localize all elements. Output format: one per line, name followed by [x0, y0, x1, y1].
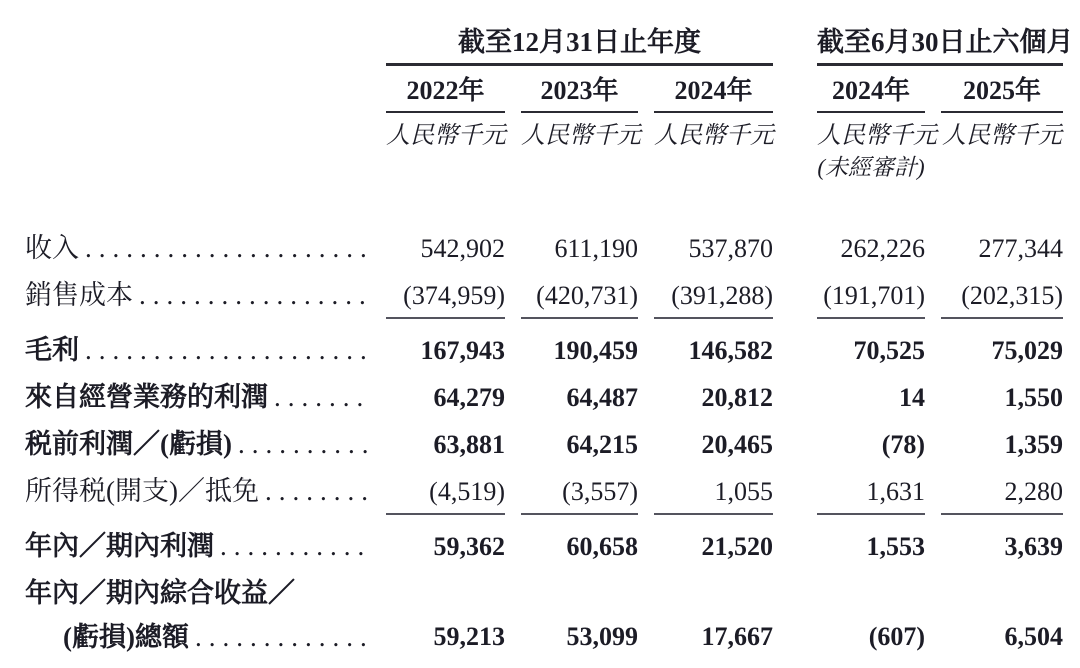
value-cell: 1,055: [638, 468, 773, 523]
value-cell: 64,215: [566, 430, 638, 459]
unit-header-row: [25, 113, 1063, 151]
group-header-interim-label: 截至6月30日止六個月: [817, 26, 1063, 66]
value-cell: 3,639: [1004, 532, 1064, 561]
unaudited-note: (未經審計): [817, 155, 925, 180]
spacer-cell: [25, 66, 370, 113]
financial-summary-table: [25, 26, 1074, 660]
spacer-cell: [773, 187, 801, 272]
value-cell: 64,487: [566, 383, 638, 412]
group-header-annual: [370, 26, 773, 66]
table-row-operating-profit: [25, 374, 1063, 421]
spacer-cell: [773, 66, 801, 113]
row-label: 所得税(開支)／抵免 .....: [25, 468, 370, 523]
row-label: 收入 .....: [25, 187, 370, 272]
value-cell: 14: [899, 383, 926, 412]
column-header-2024-interim: 2024年: [801, 66, 925, 113]
value-cell: 63,881: [433, 430, 505, 459]
dot-leader: [232, 429, 370, 459]
table-row-profit-before-tax: [25, 421, 1063, 468]
value-cell: 75,029: [991, 336, 1064, 365]
value-cell: 21,520: [701, 532, 774, 561]
spacer-cell: [773, 272, 801, 327]
dot-leader: [214, 531, 370, 561]
row-label: 年內／期內利潤 .....: [25, 523, 370, 570]
value-cell: 542,902: [420, 234, 505, 263]
value-cell: 1,631: [801, 468, 925, 523]
unit-label: 人民幣千元: [654, 123, 774, 149]
spacer-cell: [773, 26, 801, 66]
spacer-cell: [773, 523, 801, 570]
spacer-cell: [773, 151, 801, 187]
spacer-cell: [773, 468, 801, 523]
table-row-cost-of-sales: [25, 272, 1063, 327]
unit-label: 人民幣千元: [942, 123, 1063, 149]
spacer-cell: [773, 113, 801, 151]
note-header-row: [25, 151, 1063, 187]
value-cell: 59,213: [433, 622, 505, 651]
dot-leader: [79, 335, 370, 365]
column-header-2025-interim: 2025年: [925, 66, 1063, 113]
spacer-cell: [25, 113, 370, 151]
value-cell: 59,362: [433, 532, 505, 561]
value-cell: 277,344: [978, 234, 1064, 263]
row-label: 税前利潤／(虧損) .....: [25, 421, 370, 468]
group-header-interim: [801, 26, 1074, 66]
unit-label: 人民幣千元: [817, 123, 938, 149]
table-row-total-comprehensive-income: [25, 570, 1063, 660]
dot-leader: [189, 622, 370, 652]
value-cell: (391,288): [638, 272, 773, 327]
value-cell: 53,099: [566, 622, 638, 651]
dot-leader: [79, 233, 370, 263]
value-cell: 60,658: [566, 532, 638, 561]
value-cell: 537,870: [688, 234, 774, 263]
value-cell: (4,519): [370, 468, 505, 523]
value-cell: (420,731): [505, 272, 638, 327]
table-row-revenue: [25, 187, 1063, 272]
row-label: 來自經營業務的利潤 .....: [25, 374, 370, 421]
value-cell: 190,459: [553, 336, 638, 365]
unit-label: 人民幣千元: [521, 123, 641, 149]
dot-leader: [133, 280, 370, 310]
value-cell: 17,667: [701, 622, 774, 651]
value-cell: 2,280: [925, 468, 1063, 523]
table-row-profit-for-period: [25, 523, 1063, 570]
spacer-cell: [25, 26, 370, 66]
value-cell: 146,582: [688, 336, 774, 365]
value-cell: (374,959): [370, 272, 505, 327]
value-cell: 20,812: [701, 383, 774, 412]
row-label: 銷售成本 .....: [25, 272, 370, 327]
value-cell: 70,525: [853, 336, 926, 365]
value-cell: (202,315): [925, 272, 1063, 327]
spacer-cell: [25, 151, 370, 187]
value-cell: 64,279: [433, 383, 505, 412]
value-cell: (78): [881, 430, 926, 459]
spacer-cell: [773, 570, 801, 660]
value-cell: 1,359: [1004, 430, 1064, 459]
dot-leader: [259, 476, 370, 506]
spacer-cell: [773, 374, 801, 421]
year-header-row: [25, 66, 1063, 113]
value-cell: 1,553: [866, 532, 926, 561]
column-header-2024: 2024年: [638, 66, 773, 113]
table-row-gross-profit: [25, 327, 1063, 374]
unit-label: 人民幣千元: [386, 123, 506, 149]
value-cell: 1,550: [1004, 383, 1064, 412]
column-header-2023: 2023年: [505, 66, 638, 113]
group-header-annual-label: 截至12月31日止年度: [386, 26, 773, 66]
group-header-row: [25, 26, 1063, 66]
spacer-cell: [773, 421, 801, 468]
spacer-cell: [773, 327, 801, 374]
row-label: 年內／期內綜合收益／ (虧損)總額 .....: [25, 570, 370, 660]
value-cell: (191,701): [801, 272, 925, 327]
value-cell: 262,226: [840, 234, 926, 263]
value-cell: 20,465: [701, 430, 774, 459]
value-cell: 611,190: [554, 234, 638, 263]
value-cell: (3,557): [505, 468, 638, 523]
value-cell: 6,504: [1004, 622, 1064, 651]
dot-leader: [268, 382, 370, 412]
row-label: 毛利 .....: [25, 327, 370, 374]
table-row-income-tax: [25, 468, 1063, 523]
column-header-2022: 2022年: [370, 66, 505, 113]
value-cell: (607): [868, 622, 926, 651]
value-cell: 167,943: [420, 336, 505, 365]
